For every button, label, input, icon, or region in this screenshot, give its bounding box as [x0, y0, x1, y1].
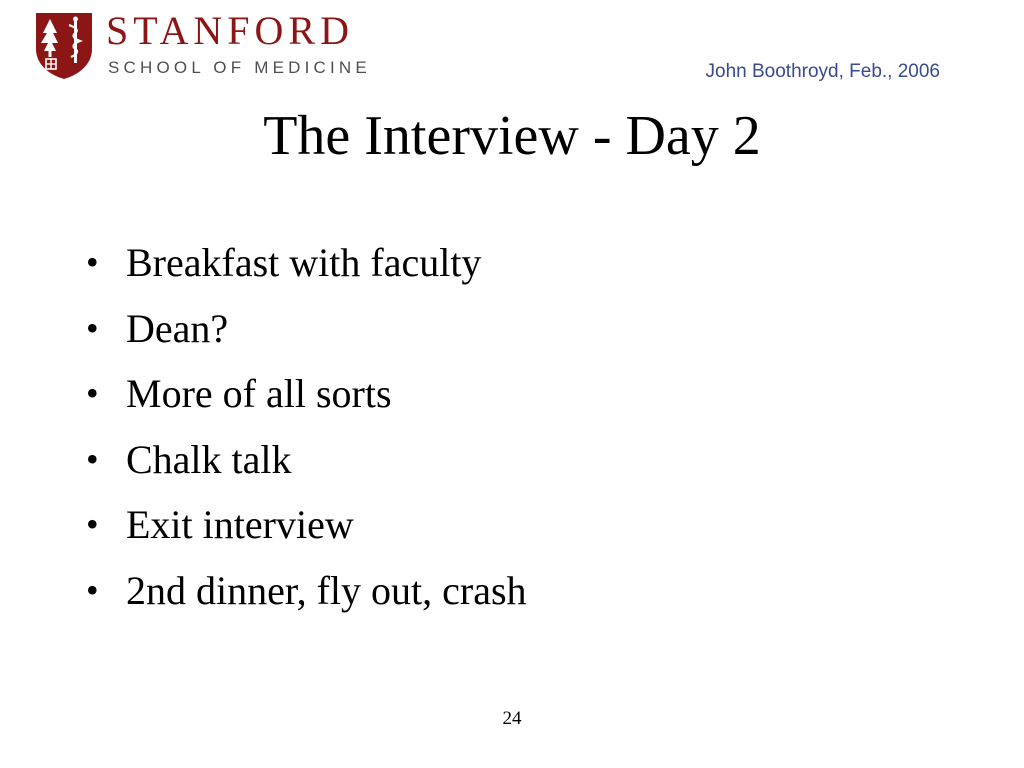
bullet-text: Exit interview: [126, 502, 354, 547]
bullet-text: More of all sorts: [126, 371, 392, 416]
stanford-tree-caduceus-shield-icon: [34, 11, 94, 81]
bullet-item: [86, 492, 527, 558]
slide-title: The Interview - Day 2: [263, 105, 761, 167]
bullet-item: [86, 361, 527, 427]
bullet-item: [86, 230, 527, 296]
bullet-marker: •: [86, 438, 99, 479]
bullet-marker: •: [86, 504, 99, 544]
bullet-marker: •: [86, 373, 99, 413]
logo-wordmark: STANFORD: [106, 8, 354, 53]
bullet-item: [86, 427, 527, 493]
bullet-text: 2nd dinner, fly out, crash: [126, 567, 527, 613]
logo-subtitle: SCHOOL OF MEDICINE: [108, 58, 371, 77]
page-number: 24: [502, 708, 522, 729]
bullet-text: Dean?: [126, 305, 229, 351]
bullet-marker: •: [86, 569, 99, 610]
bullet-list: [86, 230, 527, 623]
bullet-text: Breakfast with faculty: [126, 240, 482, 285]
bullet-marker: •: [86, 307, 99, 348]
bullet-text: Chalk talk: [126, 436, 292, 482]
bullet-item: [86, 296, 527, 362]
stanford-logo: [34, 8, 404, 83]
bullet-item: [86, 558, 527, 624]
author-date-byline: John Boothroyd, Feb., 2006: [705, 61, 940, 82]
bullet-marker: •: [86, 242, 99, 282]
